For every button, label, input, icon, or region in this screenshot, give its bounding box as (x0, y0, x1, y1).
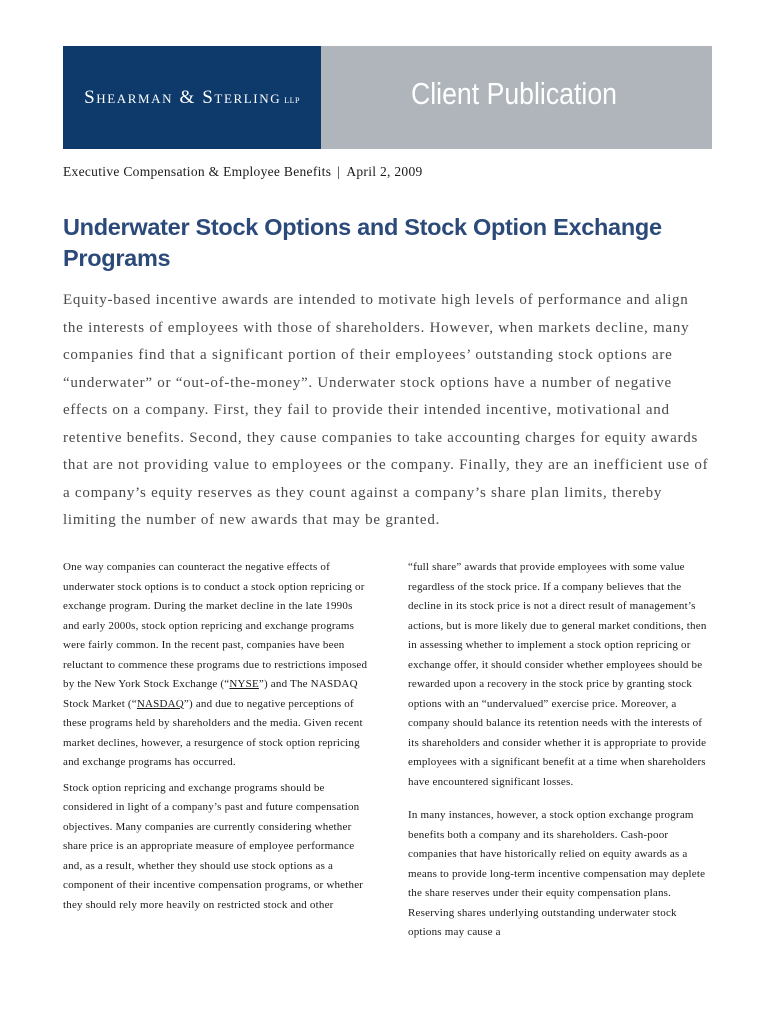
publication-date: April 2, 2009 (346, 164, 423, 179)
body-paragraph (63, 558, 368, 773)
body-column-left (63, 558, 368, 921)
lead-paragraph: Equity-based incentive awards are intended to motivate high levels of performance and align the interests of employees with those of shareholders. However, when markets decline, many companies find that a significant portion of their employees’ outstanding stock options are “underwater” or “out-of-the-money”. Underwater stock options have a number of negative effects on a company. First, they fail to provide their intended incentive, motivational and retentive benefits. Second, they cause companies to take accounting charges for equity awards that are not providing value to employees or the company. Finally, they are an inefficient use of a company’s equity reserves as they count against a company’s share plan limits, thereby limiting the number of new awards that may be granted. (63, 292, 709, 528)
dateline-separator: | (337, 164, 341, 179)
firm-logo (63, 46, 321, 149)
publication-label: Client Publication (411, 76, 617, 111)
body-paragraph: Stock option repricing and exchange programs should be considered in light of a company’s past and future compensation objectives. Many companies are currently considering whether share price is an appropriate measure of employee performance and, as a result, whether they should use stock options as a component of their incentive compensation programs, or whether they should rely more heavily on restricted stock and other (63, 781, 364, 911)
body-paragraph: In many instances, however, a stock option exchange program benefits both a company and its shareholders. Cash-poor companies that have historically relied on equity awards as a means to provide long-term incentive compensation may deplete the share reserves under their equity compensation plans. Reserving shares underlying outstanding underwater stock options may cause a (408, 809, 706, 938)
practice-area: Executive Compensation & Employee Benefits (63, 164, 332, 179)
text-run: One way companies can counteract the negative effects of underwater stock options is to conduct a stock option repricing or exchange program. During the market decline in the late 1990s and early 2000s, stock option repricing and exchange programs were fairly common. In the recent past, companies have been reluctant to commence these programs due to restrictions imposed by the New York Stock Exchange (“ (63, 561, 368, 690)
publication-label-box (321, 46, 712, 149)
dateline (63, 164, 423, 180)
nasdaq-defined-term: NASDAQ (136, 697, 184, 710)
firm-suffix: LLP (284, 95, 300, 105)
firm-name: Shearman & Sterling (84, 86, 282, 108)
text-run: ”) and due to negative perceptions of these programs held by shareholders and the media. Given recent market declines, however, a resurgence of stock option repricing and exchange programs has occurred. (63, 697, 363, 768)
header-banner (63, 46, 712, 149)
article-title: Underwater Stock Options and Stock Option Exchange Programs (63, 214, 662, 271)
body-paragraph: “full share” awards that provide employees with some value regardless of the stock price. If a company believes that the decline in its stock price is not a direct result of management’s actions, but is more likely due to general market conditions, then in assessing whether to implement a stock option repricing or exchange offer, it should consider whether employees should be rewarded upon a recovery in the stock price by granting stock options with an “undervalued” exercise price. Moreover, a company should balance its retention needs with the interests of its shareholders and consider whether it is appropriate to provide employees with a significant benefit at a time when shareholders have encountered significant losses. (408, 561, 707, 788)
body-column-right (408, 558, 713, 949)
nyse-defined-term: NYSE (229, 678, 259, 690)
text-run: ”) and The NASDAQ Stock Market (“ (63, 678, 358, 710)
firm-logo-text (84, 87, 300, 109)
